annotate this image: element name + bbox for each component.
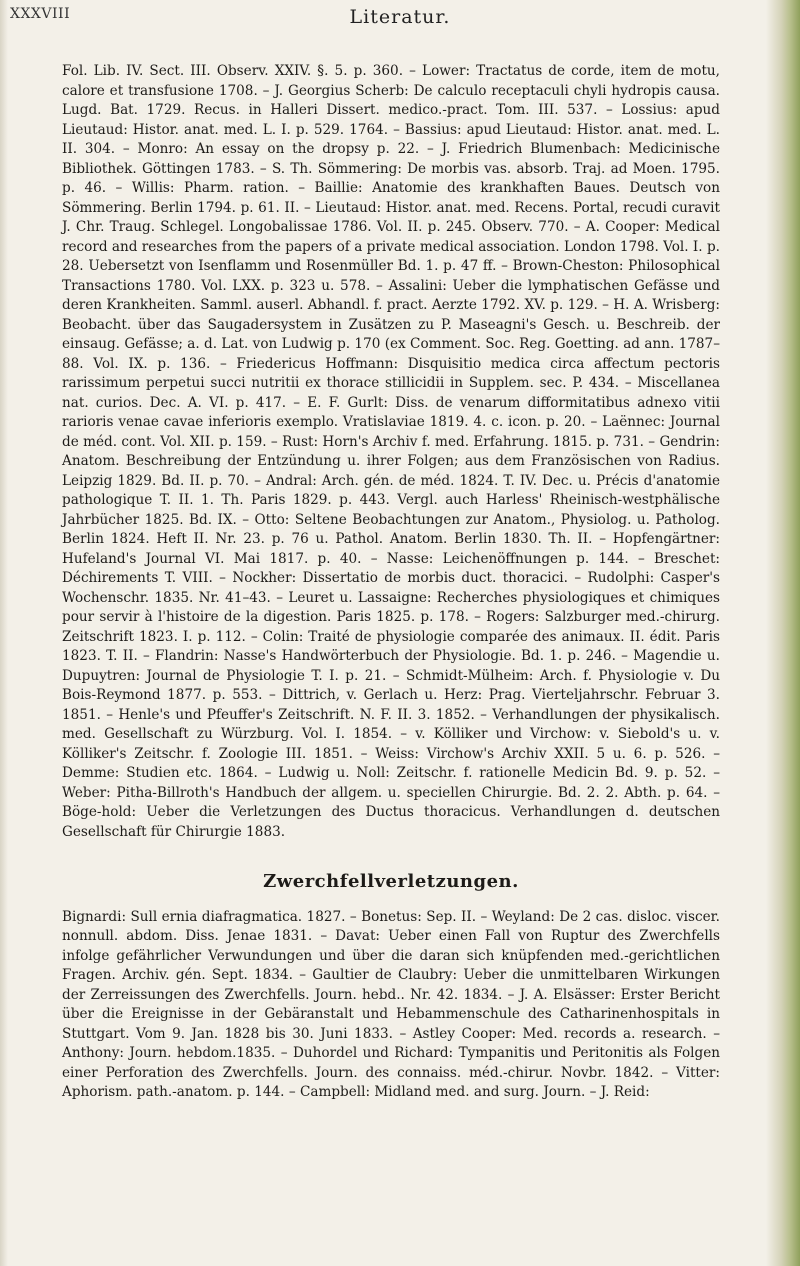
section-heading: Zwerchfellverletzungen. xyxy=(263,871,519,892)
page-edge-binding xyxy=(766,0,800,1266)
section-bibliography: Bignardi: Sull ernia diafragmatica. 1827. – Bonetus: Sep. II. – Weyland: De 2 cas. disloc. viscer. nonnull. abdom. Diss. Jenae 1831. – Davat: Ueber einen Fall von Ruptur des Zwerchfells infolge gefährlicher Verwundungen und über die daran sich knüpfenden med.-gerichtlichen Fragen. Archiv. gén. Sept. 1834. – Gaultier de Claubry: Ueber die unmittelbaren Wirkungen der Zerreissungen des Zwerchfells. Journ. hebd.. Nr. 42. 1834. – J. A. Elsässer: Erster Bericht über die Ereignisse in der Gebäranstalt und Hebammenschule des Catharinenhospitals in Stuttgart. Vom 9. Jan. 1828 bis 30. Juni 1833. – Astley Cooper: Med. records a. research. – Anthony: Journ. hebdom.1835. – Duhordel und Richard: Tympanitis und Peritonitis als Folgen einer Perforation des Zwerchfells. Journ. des connaiss. méd.-chirur. Novbr. 1842. – Vitter: Aphorism. path.-anatom. p. 144. – Campbell: Midland med. and surg. Journ. – J. Reid: xyxy=(62,908,720,1100)
page-body xyxy=(62,62,720,1103)
page-gutter-shadow xyxy=(0,0,8,1266)
running-head: Literatur. xyxy=(349,6,451,28)
page-number: XXXVIII xyxy=(10,6,71,22)
bibliography-paragraph: Fol. Lib. IV. Sect. III. Observ. XXIV. §. 5. p. 360. – Lower: Tractatus de corde, item de motu, calore et transfusione 1708. – J. Georgius Scherb: De calculo receptaculi chyli hydropis causa. Lugd. Bat. 1729. Recus. in Halleri Dissert. medico.-pract. Tom. III. 537. – Lossius: apud Lieutaud: Histor. anat. med. L. I. p. 529. 1764. – Bassius: apud Lieutaud: Histor. anat. med. L. II. 304. – Monro: An essay on the dropsy p. 22. – J. Friedrich Blumenbach: Medicinische Bibliothek. Göttingen 1783. – S. Th. Sömmering: De morbis vas. absorb. Traj. ad Moen. 1795. p. 46. – Willis: Pharm. ration. – Baillie: Anatomie des krankhaften Baues. Deutsch von Sömmering. Berlin 1794. p. 61. II. – Lieutaud: Histor. anat. med. Recens. Portal, recudi curavit J. Chr. Traug. Schlegel. Longobalissae 1786. Vol. II. p. 245. Observ. 770. – A. Cooper: Medical record and researches from the papers of a private medical association. London 1798. Vol. I. p. 28. Uebersetzt von Isenflamm und Rosenmüller Bd. 1. p. 47 ff. – Brown-Cheston: Philosophical Transactions 1780. Vol. LXX. p. 323 u. 578. – Assalini: Ueber die lymphatischen Gefässe und deren Krankheiten. Samml. auserl. Abhandl. f. pract. Aerzte 1792. XV. p. 129. – H. A. Wrisberg: Beobacht. über das Saugadersystem in Zusätzen zu P. Maseagni's Gesch. u. Beschreib. der einsaug. Gefässe; a. d. Lat. von Ludwig p. 170 (ex Comment. Soc. Reg. Goetting. ad ann. 1787–88. Vol. IX. p. 136. – Friedericus Hoffmann: Disquisitio medica circa affectum pectoris rarissimum perpetui succi nutritii ex thorace stillicidii in Supplem. sec. P. 434. – Miscellanea nat. curios. Dec. A. VI. p. 417. – E. F. Gurlt: Diss. de venarum difformitatibus adnexo vitii rarioris venae cavae inferioris exemplo. Vratislaviae 1819. 4. c. icon. p. 20. – Laënnec: Journal de méd. cont. Vol. XII. p. 159. – Rust: Horn's Archiv f. med. Erfahrung. 1815. p. 731. – Gendrin: Anatom. Beschreibung der Entzündung u. ihrer Folgen; aus dem Französischen von Radius. Leipzig 1829. Bd. II. p. 70. – Andral: Arch. gén. de méd. 1824. T. IV. Dec. u. Précis d'anatomie pathologique T. II. 1. Th. Paris 1829. p. 443. Vergl. auch Harless' Rheinisch-westphälische Jahrbücher 1825. Bd. IX. – Otto: Seltene Beobachtungen zur Anatom., Physiolog. u. Patholog. Berlin 1824. Heft II. Nr. 23. p. 76 u. Pathol. Anatom. Berlin 1830. Th. II. – Hopfengärtner: Hufeland's Journal VI. Mai 1817. p. 40. – Nasse: Leichenöffnungen p. 144. – Breschet: Déchirements T. VIII. – Nockher: Dissertatio de morbis duct. thoracici. – Rudolphi: Casper's Wochenschr. 1835. Nr. 41–43. – Leuret u. Lassaigne: Recherches physiologiques et chimiques pour servir à l'histoire de la digestion. Paris 1825. p. 178. – Rogers: Salzburger med.-chirurg. Zeitschrift 1823. I. p. 112. – Colin: Traité de physiologie comparée des animaux. II. édit. Paris 1823. T. II. – Flandrin: Nasse's Handwörterbuch der Physiologie. Bd. 1. p. 246. – Magendie u. Dupuytren: Journal de Physiologie T. I. p. 21. – Schmidt-Mülheim: Arch. f. Physiologie v. Du Bois-Reymond 1877. p. 553. – Dittrich, v. Gerlach u. Herz: Prag. Vierteljahrschr. Februar 3. 1851. – Henle's und Pfeuffer's Zeitschrift. N. F. II. 3. 1852. – Verhandlungen der physikalisch. med. Gesellschaft zu Würzburg. Vol. I. 1854. – v. Kölliker und Virchow: v. Siebold's u. v. Kölliker's Zeitschr. f. Zoologie III. 1851. – Weiss: Virchow's Archiv XXII. 5 u. 6. p. 526. – Demme: Studien etc. 1864. – Ludwig u. Noll: Zeitschr. f. rationelle Medicin Bd. 9. p. 52. – Weber: Pitha-Billroth's Handbuch der allgem. u. speciellen Chirurgie. Bd. 2. 2. Abth. p. 64. – Böge-hold: Ueber die Verletzungen des Ductus thoracicus. Verhandlungen d. deutschen Gesellschaft für Chirurgie 1883. xyxy=(62,63,720,840)
